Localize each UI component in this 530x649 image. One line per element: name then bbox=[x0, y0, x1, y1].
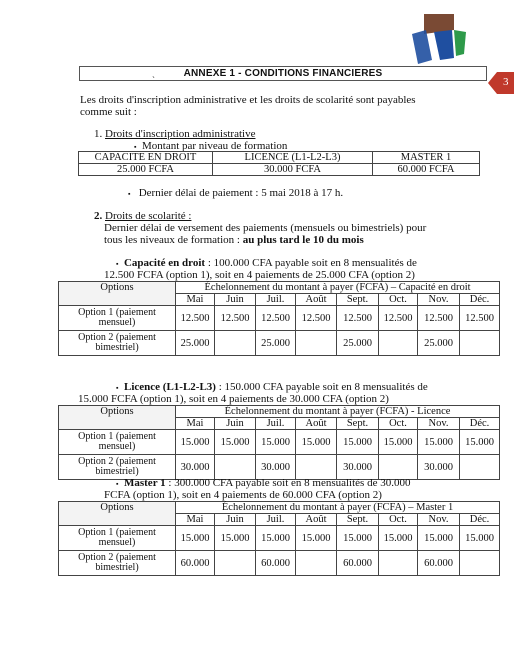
amount-cell: 12.500 bbox=[296, 306, 337, 331]
amount-cell: 12.500 bbox=[215, 306, 256, 331]
amount-cell: 25.000 bbox=[418, 331, 460, 356]
amount-cell: 12.500 bbox=[379, 306, 418, 331]
deadline-line bbox=[128, 187, 343, 200]
amount-cell: 60.000 bbox=[337, 551, 379, 576]
amount-cell: 15.000 bbox=[176, 526, 215, 551]
amount-cell: 25.000 bbox=[256, 331, 296, 356]
section1-number: 1. bbox=[94, 128, 103, 140]
month-header: Juil. bbox=[256, 294, 296, 306]
capacite-schedule-table bbox=[58, 281, 500, 356]
option-2-label-a: Option 2 (paiement bbox=[78, 456, 156, 467]
page-number: 3 bbox=[503, 76, 509, 88]
month-header: Oct. bbox=[379, 418, 418, 430]
amount-cell bbox=[215, 551, 256, 576]
amount-cell bbox=[296, 455, 337, 480]
amount-cell: 25.000 bbox=[337, 331, 379, 356]
licence-desc-line-2: 15.000 FCFA (option 1), soit en 4 paiements de 30.000 CFA (option 2) bbox=[78, 393, 389, 405]
month-header: Déc. bbox=[460, 514, 500, 526]
option-1-label-a: Option 1 (paiement bbox=[78, 527, 156, 538]
table-row bbox=[79, 164, 480, 176]
month-header: Mai bbox=[176, 514, 215, 526]
amount-cell: 60.000 bbox=[418, 551, 460, 576]
amount-cell: 25.000 bbox=[176, 331, 215, 356]
amount-cell: 15.000 bbox=[379, 430, 418, 455]
table-row bbox=[59, 306, 500, 331]
amount-cell: 30.000 bbox=[418, 455, 460, 480]
section2-line-1: Dernier délai de versement des paiements (mensuels ou bimestriels) pour bbox=[104, 222, 427, 234]
table-row bbox=[59, 406, 500, 418]
page-tab-arrow bbox=[488, 72, 514, 94]
options-header: Options bbox=[59, 282, 176, 306]
header-master: MASTER 1 bbox=[373, 152, 480, 164]
capacite-desc-line-2: 12.500 FCFA (option 1), soit en 4 paiements de 25.000 CFA (option 2) bbox=[104, 269, 415, 281]
table-row bbox=[59, 551, 500, 576]
option-2-label bbox=[59, 331, 176, 356]
licence-name: Licence (L1-L2-L3) bbox=[123, 381, 216, 393]
master-name: Master 1 bbox=[123, 477, 166, 489]
section2-number: 2. bbox=[94, 210, 103, 222]
month-header: Sept. bbox=[337, 514, 379, 526]
option-2-label-a: Option 2 (paiement bbox=[78, 552, 156, 563]
value-capacite: 25.000 FCFA bbox=[79, 164, 213, 176]
amount-cell: 15.000 bbox=[256, 430, 296, 455]
capacite-table-title: Échelonnement du montant à payer (FCFA) – Capacité en droit bbox=[176, 282, 500, 294]
bullet-icon: ▪ bbox=[116, 480, 119, 488]
amount-cell: 30.000 bbox=[256, 455, 296, 480]
header-licence: LICENCE (L1-L2-L3) bbox=[213, 152, 373, 164]
options-header: Options bbox=[59, 502, 176, 526]
month-header: Août bbox=[296, 294, 337, 306]
month-header: Déc. bbox=[460, 294, 500, 306]
table-row bbox=[59, 526, 500, 551]
amount-cell bbox=[460, 455, 500, 480]
amount-cell: 30.000 bbox=[176, 455, 215, 480]
amount-cell bbox=[379, 455, 418, 480]
option-1-label-a: Option 1 (paiement bbox=[78, 307, 156, 318]
value-licence: 30.000 FCFA bbox=[213, 164, 373, 176]
amount-cell: 15.000 bbox=[176, 430, 215, 455]
table-row bbox=[59, 502, 500, 514]
amount-cell: 15.000 bbox=[418, 526, 460, 551]
amount-cell bbox=[379, 331, 418, 356]
amount-cell: 60.000 bbox=[176, 551, 215, 576]
master-schedule-table bbox=[58, 501, 500, 576]
master-table-title: Échelonnement du montant à payer (FCFA) – Master 1 bbox=[176, 502, 500, 514]
option-1-label bbox=[59, 526, 176, 551]
option-1-label bbox=[59, 306, 176, 331]
table-row bbox=[59, 430, 500, 455]
option-1-label-b: mensuel) bbox=[98, 537, 136, 548]
amount-cell: 15.000 bbox=[215, 430, 256, 455]
table-row bbox=[59, 455, 500, 480]
amount-cell: 12.500 bbox=[256, 306, 296, 331]
capacite-name: Capacité en droit bbox=[123, 257, 206, 269]
amount-cell: 15.000 bbox=[337, 430, 379, 455]
month-header: Juil. bbox=[256, 514, 296, 526]
section1-title: Droits d'inscription administrative bbox=[105, 128, 256, 140]
intro-line-2: comme suit : bbox=[80, 106, 137, 118]
amount-cell: 60.000 bbox=[256, 551, 296, 576]
section1-subtitle: Montant par niveau de formation bbox=[141, 140, 288, 152]
option-1-label bbox=[59, 430, 176, 455]
month-header: Juil. bbox=[256, 418, 296, 430]
bullet-icon: ▪ bbox=[128, 190, 131, 198]
amount-cell: 15.000 bbox=[296, 526, 337, 551]
section2-title: Droits de scolarité : bbox=[105, 210, 192, 222]
deadline-text: Dernier délai de paiement : 5 mai 2018 à 17 h. bbox=[138, 187, 344, 199]
annex-title-box bbox=[79, 66, 487, 81]
option-2-label-b: bimestriel) bbox=[95, 466, 139, 477]
section2-line-2-text: tous les niveaux de formation : bbox=[104, 234, 243, 246]
annex-mark: ˎ bbox=[152, 68, 155, 78]
table-row bbox=[79, 152, 480, 164]
amount-cell: 15.000 bbox=[337, 526, 379, 551]
month-header: Août bbox=[296, 514, 337, 526]
month-header: Sept. bbox=[337, 418, 379, 430]
licence-schedule-table bbox=[58, 405, 500, 480]
annex-title: ANNEXE 1 - CONDITIONS FINANCIERES bbox=[183, 68, 383, 79]
month-header: Mai bbox=[176, 294, 215, 306]
month-header: Oct. bbox=[379, 514, 418, 526]
option-2-label-b: bimestriel) bbox=[95, 342, 139, 353]
amount-cell: 15.000 bbox=[460, 430, 500, 455]
amount-cell bbox=[379, 551, 418, 576]
month-header: Août bbox=[296, 418, 337, 430]
table-row bbox=[59, 282, 500, 294]
amount-cell bbox=[296, 331, 337, 356]
month-header: Mai bbox=[176, 418, 215, 430]
amount-cell: 30.000 bbox=[337, 455, 379, 480]
month-header: Nov. bbox=[418, 514, 460, 526]
amount-cell: 15.000 bbox=[296, 430, 337, 455]
month-header: Juin bbox=[215, 514, 256, 526]
capacite-desc: : 100.000 CFA payable soit en 8 mensualités de bbox=[205, 257, 417, 269]
option-1-label-b: mensuel) bbox=[98, 441, 136, 452]
master-desc-line-2: FCFA (option 1), soit en 4 paiements de 60.000 CFA (option 2) bbox=[104, 489, 382, 501]
amount-cell: 12.500 bbox=[337, 306, 379, 331]
amount-cell bbox=[460, 331, 500, 356]
month-header: Oct. bbox=[379, 294, 418, 306]
option-1-label-b: mensuel) bbox=[98, 317, 136, 328]
admin-fees-table bbox=[78, 151, 480, 176]
amount-cell: 15.000 bbox=[256, 526, 296, 551]
amount-cell: 15.000 bbox=[418, 430, 460, 455]
amount-cell: 12.500 bbox=[418, 306, 460, 331]
month-header: Déc. bbox=[460, 418, 500, 430]
amount-cell bbox=[460, 551, 500, 576]
amount-cell: 15.000 bbox=[215, 526, 256, 551]
amount-cell: 15.000 bbox=[460, 526, 500, 551]
amount-cell: 12.500 bbox=[176, 306, 215, 331]
section2-line-2 bbox=[104, 234, 364, 246]
option-2-label-a: Option 2 (paiement bbox=[78, 332, 156, 343]
bullet-icon: ▪ bbox=[116, 260, 119, 268]
value-master: 60.000 FCFA bbox=[373, 164, 480, 176]
bullet-icon: ▪ bbox=[116, 384, 119, 392]
table-row bbox=[59, 331, 500, 356]
amount-cell bbox=[296, 551, 337, 576]
month-header: Nov. bbox=[418, 418, 460, 430]
licence-table-title: Échelonnement du montant à payer (FCFA) - Licence bbox=[176, 406, 500, 418]
amount-cell bbox=[215, 455, 256, 480]
month-header: Nov. bbox=[418, 294, 460, 306]
option-2-label bbox=[59, 455, 176, 480]
month-header: Juin bbox=[215, 418, 256, 430]
amount-cell: 15.000 bbox=[379, 526, 418, 551]
amount-cell bbox=[215, 331, 256, 356]
university-logo bbox=[410, 12, 470, 64]
option-2-label-b: bimestriel) bbox=[95, 562, 139, 573]
option-1-label-a: Option 1 (paiement bbox=[78, 431, 156, 442]
licence-desc: : 150.000 CFA payable soit en 8 mensualités de bbox=[215, 381, 428, 393]
intro-line-1: Les droits d'inscription administrative et les droits de scolarité sont payables bbox=[80, 94, 416, 106]
bullet-icon: ▪ bbox=[134, 143, 137, 151]
master-desc: : 300.000 CFA payable soit en 8 mensualités de 30.000 bbox=[165, 477, 411, 489]
option-2-label bbox=[59, 551, 176, 576]
month-header: Sept. bbox=[337, 294, 379, 306]
month-header: Juin bbox=[215, 294, 256, 306]
amount-cell: 12.500 bbox=[460, 306, 500, 331]
section2-line-2-bold: au plus tard le 10 du mois bbox=[242, 234, 364, 246]
section1-heading bbox=[94, 128, 255, 140]
header-capacite: CAPACITE EN DROIT bbox=[79, 152, 213, 164]
section2-heading bbox=[94, 210, 191, 222]
options-header: Options bbox=[59, 406, 176, 430]
